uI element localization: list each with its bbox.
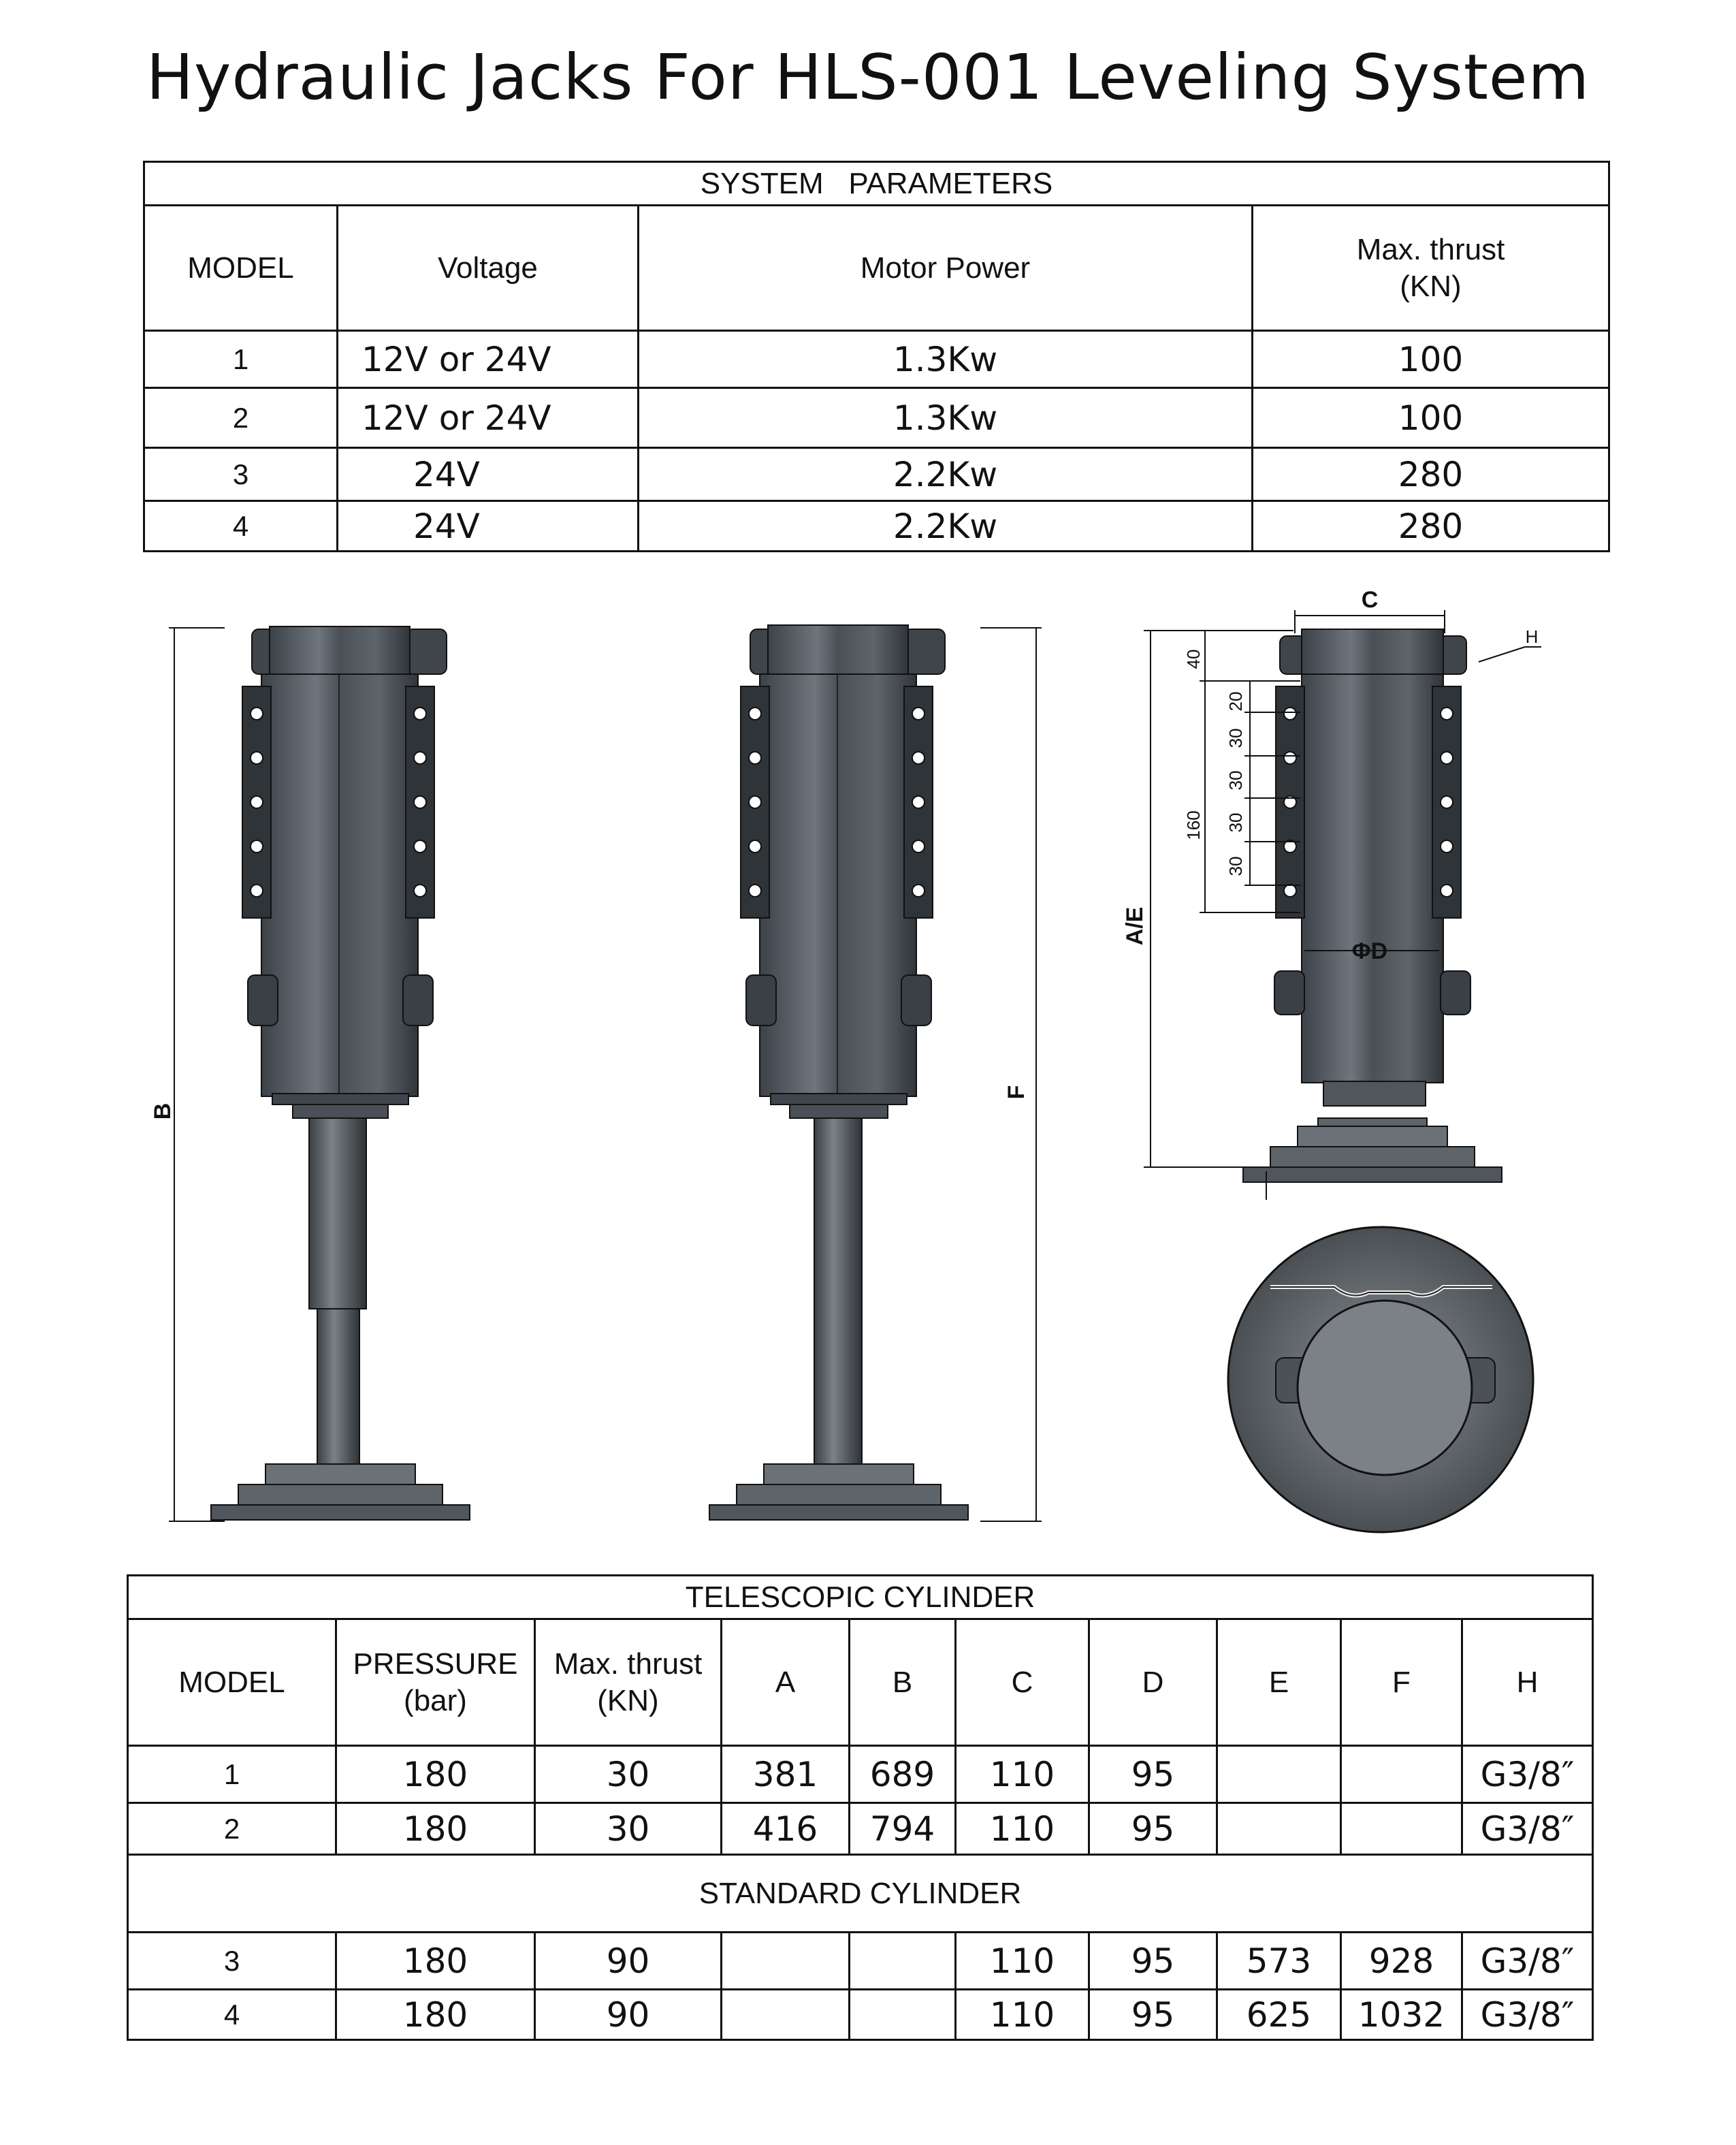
- row-e: 573: [1217, 1933, 1341, 1990]
- bottom-view-drawing: [1228, 1227, 1533, 1532]
- row-b: 689: [850, 1746, 956, 1803]
- row-e: [1217, 1746, 1341, 1803]
- row-max-thrust: 30: [535, 1803, 722, 1855]
- row-model: 4: [128, 1990, 336, 2040]
- table-row: [128, 1746, 1593, 1803]
- row-max-thrust: 100: [1253, 388, 1609, 448]
- row-pressure: 180: [336, 1933, 535, 1990]
- header-max-thrust: [535, 1619, 722, 1746]
- header-a: A: [722, 1619, 850, 1746]
- dim-20: 20: [1225, 691, 1246, 712]
- row-d: 95: [1089, 1990, 1217, 2040]
- dim-40: 40: [1183, 649, 1204, 669]
- header-pressure: [336, 1619, 535, 1746]
- row-c: 110: [956, 1933, 1089, 1990]
- header-max-thrust-label: Max. thrust: [1356, 232, 1505, 266]
- row-a: [722, 1933, 850, 1990]
- row-f: [1341, 1746, 1462, 1803]
- row-b: [850, 1990, 956, 2040]
- row-max-thrust: 280: [1253, 448, 1609, 501]
- table-row: [128, 1990, 1593, 2040]
- row-c: 110: [956, 1746, 1089, 1803]
- row-model: 4: [144, 501, 338, 552]
- row-a: 381: [722, 1746, 850, 1803]
- row-motor-power: 1.3Kw: [639, 388, 1253, 448]
- row-max-thrust: 90: [535, 1933, 722, 1990]
- row-max-thrust: 100: [1253, 331, 1609, 388]
- row-e: 625: [1217, 1990, 1341, 2040]
- row-model: 1: [144, 331, 338, 388]
- standard-caption: STANDARD CYLINDER: [128, 1855, 1593, 1933]
- row-h: G3/8″: [1462, 1803, 1593, 1855]
- label-h: H: [1525, 626, 1539, 647]
- header-c: C: [956, 1619, 1089, 1746]
- row-voltage: 12V or 24V: [338, 331, 639, 388]
- row-pressure: 180: [336, 1746, 535, 1803]
- row-d: 95: [1089, 1746, 1217, 1803]
- header-pressure-label: PRESSURE: [353, 1647, 518, 1681]
- header-h: H: [1462, 1619, 1593, 1746]
- header-e: E: [1217, 1619, 1341, 1746]
- standard-jack-drawing: [709, 625, 968, 1520]
- row-f: 928: [1341, 1933, 1462, 1990]
- row-voltage: 12V or 24V: [338, 388, 639, 448]
- row-h: G3/8″: [1462, 1933, 1593, 1990]
- row-model: 3: [128, 1933, 336, 1990]
- header-voltage: Voltage: [338, 206, 639, 331]
- header-d: D: [1089, 1619, 1217, 1746]
- dim-30: 30: [1225, 770, 1246, 791]
- row-h: G3/8″: [1462, 1990, 1593, 2040]
- leader-h: [1479, 647, 1525, 662]
- label-b: B: [150, 1102, 176, 1120]
- system-table-caption: SYSTEM PARAMETERS: [144, 162, 1609, 206]
- dimension-b: [169, 628, 225, 1521]
- row-voltage: 24V: [338, 448, 639, 501]
- row-voltage: 24V: [338, 501, 639, 552]
- row-motor-power: 2.2Kw: [639, 501, 1253, 552]
- row-c: 110: [956, 1803, 1089, 1855]
- header-pressure-unit: (bar): [404, 1683, 467, 1717]
- row-motor-power: 2.2Kw: [639, 448, 1253, 501]
- header-model: MODEL: [144, 206, 338, 331]
- label-f: F: [1003, 1085, 1029, 1100]
- dimension-ae: [1144, 631, 1293, 1200]
- row-b: [850, 1933, 956, 1990]
- row-max-thrust: 90: [535, 1990, 722, 2040]
- row-a: 416: [722, 1803, 850, 1855]
- label-c: C: [1361, 587, 1379, 613]
- table-row: [128, 1933, 1593, 1990]
- row-f: 1032: [1341, 1990, 1462, 2040]
- label-d: ΦD: [1351, 938, 1388, 964]
- row-model: 2: [144, 388, 338, 448]
- row-h: G3/8″: [1462, 1746, 1593, 1803]
- row-max-thrust: 280: [1253, 501, 1609, 552]
- row-max-thrust: 30: [535, 1746, 722, 1803]
- header-motor-power: Motor Power: [639, 206, 1253, 331]
- header-f: F: [1341, 1619, 1462, 1746]
- header-model: MODEL: [128, 1619, 336, 1746]
- dim-30: 30: [1225, 728, 1246, 748]
- telescopic-caption: TELESCOPIC CYLINDER: [128, 1576, 1593, 1619]
- row-d: 95: [1089, 1803, 1217, 1855]
- dim-160: 160: [1183, 810, 1204, 840]
- label-ae: A/E: [1122, 906, 1148, 946]
- row-model: 1: [128, 1746, 336, 1803]
- row-pressure: 180: [336, 1990, 535, 2040]
- page-title: Hydraulic Jacks For HLS-001 Leveling System: [146, 41, 1590, 114]
- row-motor-power: 1.3Kw: [639, 331, 1253, 388]
- dimension-f: [980, 628, 1042, 1521]
- row-model: 2: [128, 1803, 336, 1855]
- cylinder-table: [127, 1574, 1594, 2041]
- dim-30: 30: [1225, 812, 1246, 833]
- row-pressure: 180: [336, 1803, 535, 1855]
- header-max-thrust-unit: (KN): [597, 1683, 659, 1717]
- row-d: 95: [1089, 1933, 1217, 1990]
- header-b: B: [850, 1619, 956, 1746]
- row-e: [1217, 1803, 1341, 1855]
- header-max-thrust-unit: (KN): [1400, 269, 1462, 303]
- dim-30: 30: [1225, 856, 1246, 876]
- row-b: 794: [850, 1803, 956, 1855]
- row-model: 3: [144, 448, 338, 501]
- telescopic-jack-drawing: [211, 626, 470, 1520]
- row-a: [722, 1990, 850, 2040]
- row-f: [1341, 1803, 1462, 1855]
- row-c: 110: [956, 1990, 1089, 2040]
- table-row: [128, 1803, 1593, 1855]
- header-max-thrust-label: Max. thrust: [553, 1647, 703, 1681]
